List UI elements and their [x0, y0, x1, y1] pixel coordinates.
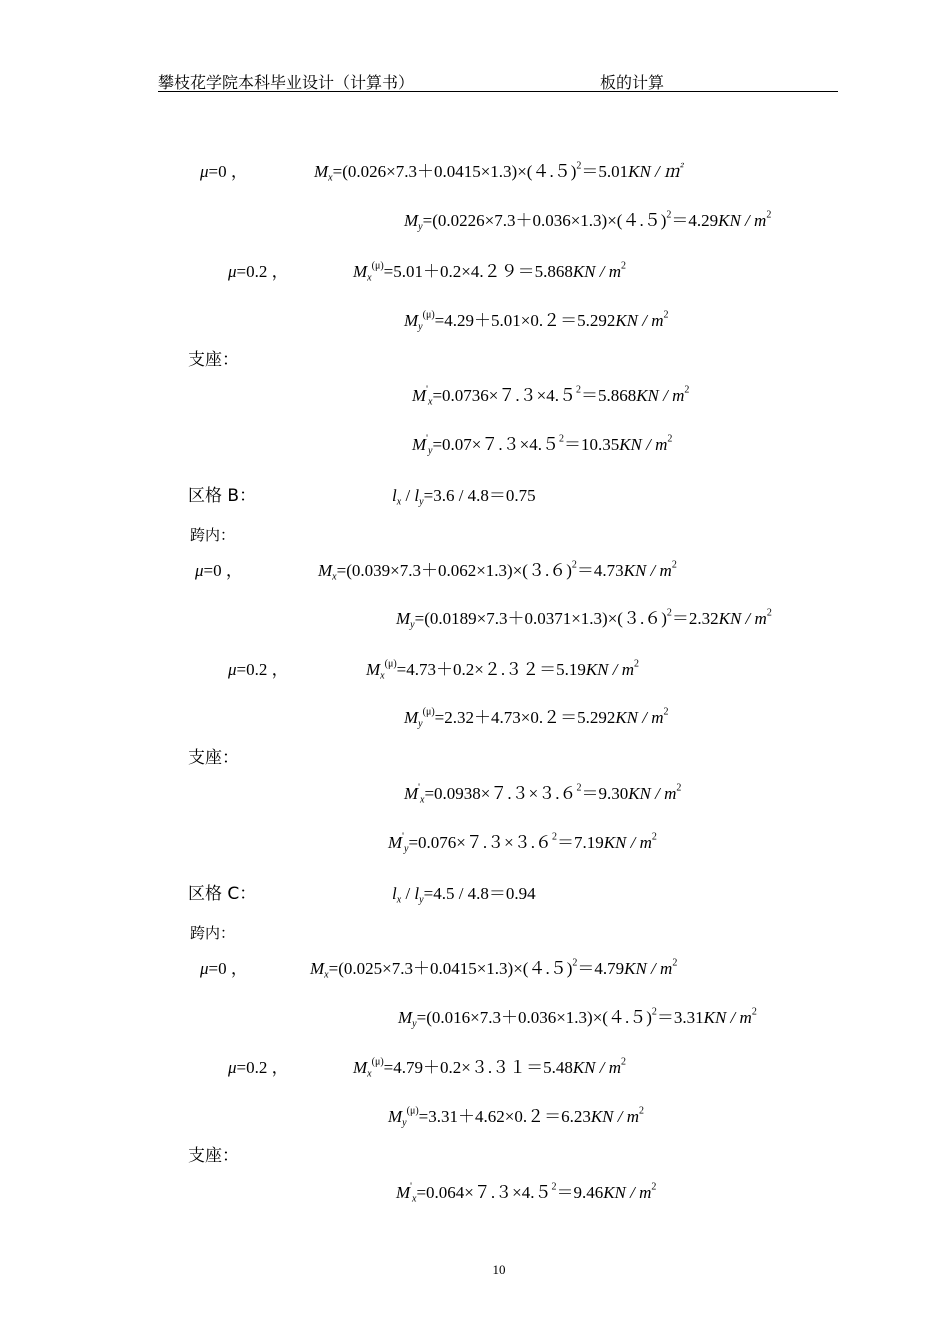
label-support-a: 支座：	[188, 350, 239, 370]
label-support-c: 支座：	[188, 1146, 239, 1166]
formula-my-c: $M_y=(0.016\times 7.3+0.036\times 1.3)\times(4.5)^2=3.31KN / m^2$	[398, 1006, 757, 1030]
formula-my-mu-c: $M_y^{(\mu)}=3.31+4.62\times 0.2=6.23KN / m^2$	[388, 1105, 645, 1129]
mu-zero-c: μ=0 ，	[200, 959, 248, 978]
formula-mx-support-b: $M'_x=0.0938\times 7.3\times 3.6^2=9.30KN / m^2$	[404, 782, 682, 806]
mu-point2-b: μ=0.2 ，	[228, 660, 289, 679]
label-span-inside-b: 跨内：	[190, 526, 236, 544]
formula-my-mu-a: $M_y^{(\mu)}=4.29+5.01\times 0.2=5.292KN / m^2$	[404, 309, 669, 333]
formula-my-mu-b: $M_y^{(\mu)}=2.32+4.73\times 0.2=5.292KN / m^2$	[404, 706, 669, 730]
label-span-inside-c: 跨内：	[190, 924, 236, 942]
mu-point2-a: μ=0.2 ，	[228, 262, 289, 281]
formula-my-support-a: $M'_y=0.07\times 7.3\times 4.5^2=10.35KN / m^2$	[412, 433, 673, 457]
formula-my-b: $M_y=(0.0189\times 7.3+0.0371\times 1.3)\times(3.6)^2=2.32KN / m^2$	[396, 607, 772, 631]
formula-my-a: $M_y=(0.0226\times 7.3+0.036\times 1.3)\times(4.5)^2=4.29KN / m^2$	[404, 209, 772, 233]
label-support-b: 支座：	[188, 748, 239, 768]
formula-ratio-c: $l_x / l_y=4.5 / 4.8=0.94$	[392, 884, 536, 906]
header-section: 板的计算	[600, 73, 665, 92]
formula-mx-b: $M_x=(0.039\times 7.3+0.062\times 1.3)\times(3.6)^2=4.73KN / m^2$	[318, 559, 677, 583]
mu-zero-a: μ=0 ，	[200, 162, 248, 181]
header-rule	[158, 91, 838, 92]
formula-mx-mu-c: $M_x^{(\mu)}=4.79+0.2\times 3.31=5.48KN / m^2$	[353, 1056, 627, 1080]
header-title: 攀枝花学院本科毕业设计（计算书）	[158, 73, 415, 92]
formula-mx-support-a: $M'_x=0.0736\times 7.3\times 4.5^2=5.868KN / m^2$	[412, 384, 690, 408]
mu-point2-c: μ=0.2 ，	[228, 1058, 289, 1077]
formula-mx-mu-a: $M_x^{(\mu)}=5.01+0.2\times 4.29=5.868KN / m^2$	[353, 260, 627, 284]
formula-mx-support-c: $M'_x=0.064\times 7.3\times 4.5^2=9.46KN / m^2$	[396, 1181, 657, 1205]
formula-my-support-b: $M'_y=0.076\times 7.3\times 3.6^2=7.19KN / m^2$	[388, 831, 657, 855]
mu-zero-b: μ=0 ，	[195, 561, 243, 580]
formula-ratio-b: $l_x / l_y=3.6 / 4.8=0.75$	[392, 486, 536, 508]
label-region-c: 区格 C：	[188, 884, 257, 904]
formula-mx-mu-b: $M_x^{(\mu)}=4.73+0.2\times 2.32=5.19KN / m^2$	[366, 658, 640, 682]
page-number: 10	[492, 1262, 506, 1277]
formula-mx-a: $M_x=(0.026\times 7.3+0.0415\times 1.3)\times(4.5)^2=5.01KN$ / ㎡	[314, 160, 682, 184]
label-region-b: 区格 B：	[188, 486, 257, 506]
formula-mx-c: $M_x=(0.025\times 7.3+0.0415\times 1.3)\times(4.5)^2=4.79KN / m^2$	[310, 957, 678, 981]
